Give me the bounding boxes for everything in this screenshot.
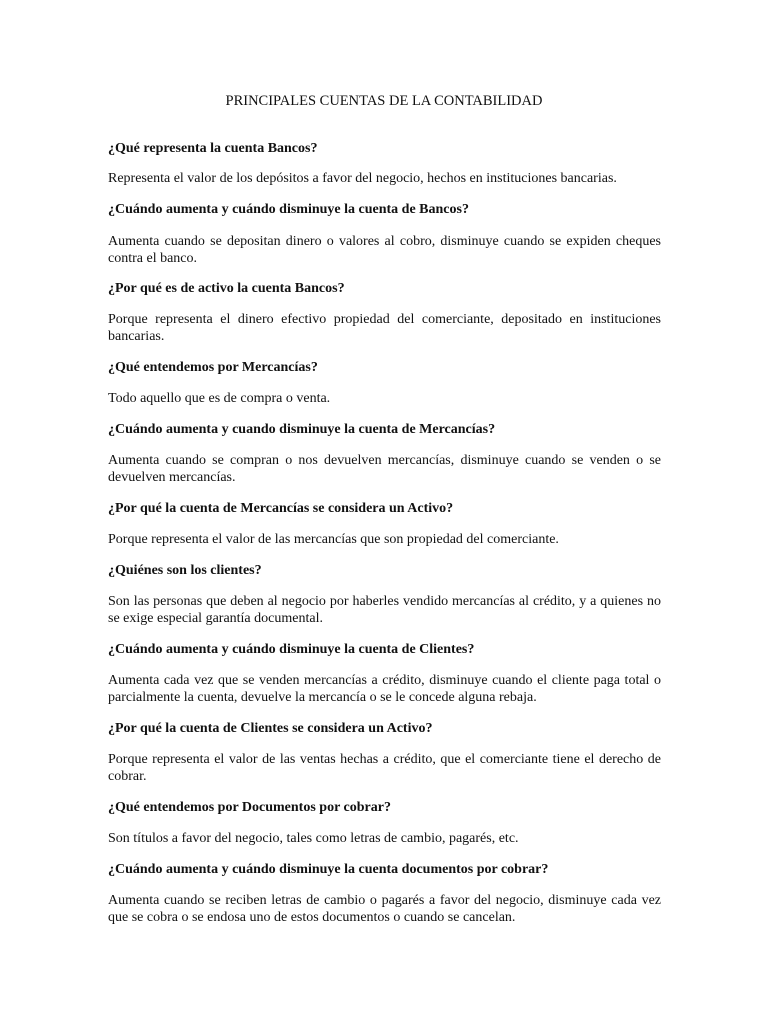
answer-paragraph: Porque representa el valor de las ventas hechas a crédito, que el comerciante tiene el derecho de cobrar. — [108, 752, 661, 784]
question-heading: ¿Qué entendemos por Mercancías? — [108, 360, 318, 375]
question-heading: ¿Qué representa la cuenta Bancos? — [108, 141, 318, 156]
answer-paragraph: Son títulos a favor del negocio, tales como letras de cambio, pagarés, etc. — [108, 831, 519, 846]
answer-paragraph: Aumenta cuando se depositan dinero o valores al cobro, disminuye cuando se expiden cheques contra el banco. — [108, 234, 661, 266]
answer-paragraph: Porque representa el dinero efectivo propiedad del comerciante, depositado en instituciones bancarias. — [108, 312, 661, 344]
document-title: PRINCIPALES CUENTAS DE LA CONTABILIDAD — [225, 93, 543, 109]
answer-paragraph: Todo aquello que es de compra o venta. — [108, 391, 331, 406]
question-heading: ¿Cuándo aumenta y cuando disminuye la cuenta de Mercancías? — [108, 422, 496, 437]
question-heading: ¿Por qué es de activo la cuenta Bancos? — [108, 281, 345, 296]
question-heading: ¿Qué entendemos por Documentos por cobrar? — [108, 800, 391, 815]
answer-paragraph: Representa el valor de los depósitos a favor del negocio, hechos en instituciones bancarias. — [108, 171, 617, 186]
question-heading: ¿Cuándo aumenta y cuándo disminuye la cuenta de Bancos? — [108, 202, 469, 217]
question-heading: ¿Quiénes son los clientes? — [108, 563, 262, 578]
answer-paragraph: Son las personas que deben al negocio por haberles vendido mercancías al crédito, y a quienes no se exige especial garantía documental. — [108, 594, 661, 626]
question-heading: ¿Cuándo aumenta y cuándo disminuye la cuenta de Clientes? — [108, 642, 475, 657]
answer-paragraph: Aumenta cuando se compran o nos devuelven mercancías, disminuye cuando se venden o se devuelven mercancías. — [108, 453, 661, 485]
answer-paragraph: Aumenta cada vez que se venden mercancías a crédito, disminuye cuando el cliente paga total o parcialmente la cuenta, devuelve la mercancía o se le concede alguna rebaja. — [108, 673, 661, 705]
answer-paragraph: Aumenta cuando se reciben letras de cambio o pagarés a favor del negocio, disminuye cada vez que se cobra o se endosa uno de estos documentos o cuando se cancelan. — [108, 893, 661, 925]
question-heading: ¿Por qué la cuenta de Mercancías se considera un Activo? — [108, 501, 454, 516]
question-heading: ¿Por qué la cuenta de Clientes se considera un Activo? — [108, 721, 433, 736]
answer-paragraph: Porque representa el valor de las mercancías que son propiedad del comerciante. — [108, 532, 559, 547]
question-heading: ¿Cuándo aumenta y cuándo disminuye la cuenta documentos por cobrar? — [108, 862, 549, 877]
